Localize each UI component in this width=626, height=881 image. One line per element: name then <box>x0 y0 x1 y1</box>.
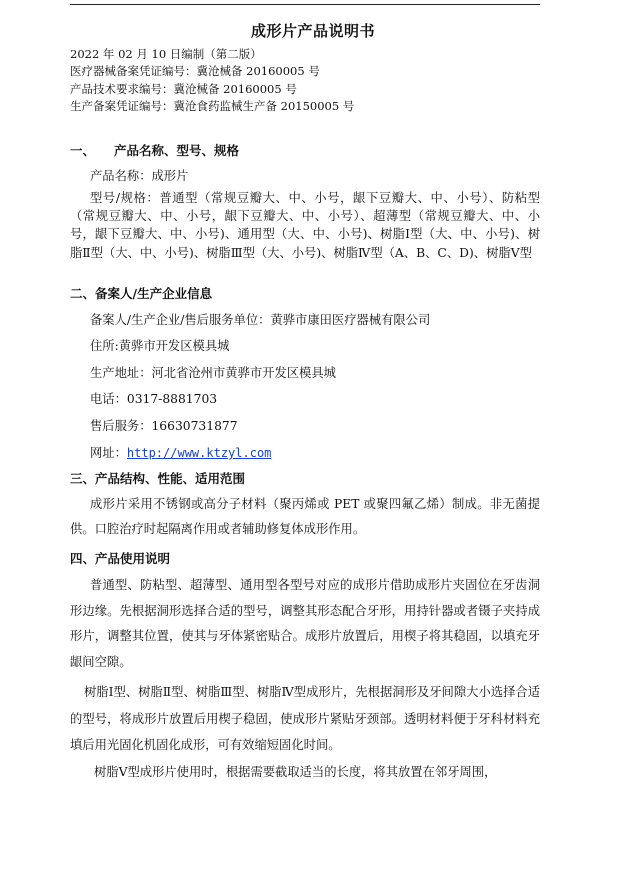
product-name: 产品名称：成形片 <box>90 169 189 183</box>
section-4-heading: 四、产品使用说明 <box>70 551 171 566</box>
usage-paragraph-3: 树脂Ⅴ型成形片使用时，根据需要截取适当的长度，将其放置在邻牙周围， <box>94 765 497 779</box>
usage-paragraph-1: 普通型、防粘型、超薄型、通用型各型号对应的成形片借助成形片夹固位在牙齿洞形边缘。先根据洞形选择合适的型号，调整其形态配合牙形，用持针器或者镊子夹持成形片，调整其位置，使其与牙体紧密贴合。成形片放置后，用楔子将其稳固，以填充牙龈间空隙。 <box>70 578 540 669</box>
models-specs: 型号/规格：普通型（常规豆瓣大、中、小号，龈下豆瓣大、中、小号）、防粘型 （常规豆瓣大、中、小号，龈下豆瓣大、中、小号）、超薄型（常规豆瓣大、中、小号，龈下豆瓣大、中、小号)、通用型（大、中、小号)、树脂Ⅰ型（大、中、小号)、树脂Ⅱ型（大、中、小号)、树脂Ⅲ型（大、小号)、树脂Ⅳ型（A、B、C、D)、树脂Ⅴ型 <box>70 191 540 260</box>
section-1-heading <box>70 141 239 159</box>
document-title: 成形片产品说明书 <box>250 22 375 40</box>
section-3-heading: 三、产品结构、性能、适用范围 <box>70 471 246 486</box>
production-address: 生产地址：河北省沧州市黄骅市开发区模具城 <box>90 366 336 380</box>
domicile-address: 住所:黄骅市开发区模具城 <box>90 339 230 353</box>
edition-date: 2022 年 02 月 10 日编制（第二版） <box>70 47 262 61</box>
usage-paragraph-2: 树脂Ⅰ型、树脂Ⅱ型、树脂Ⅲ型、树脂Ⅳ型成形片，先根据洞形及牙间隙大小选择合适的型号，将成形片放置后用楔子稳固，使成形片紧贴牙颈部。透明材料便于牙科材料充填后用光固化机固化成形，可有效缩短固化时间。 <box>70 685 540 752</box>
production-cert-number: 生产备案凭证编号：冀沧食药监械生产备 20150005 号 <box>70 99 355 113</box>
section-1-title: 产品名称、型号、规格 <box>114 143 240 158</box>
service-number: 售后服务：16630731877 <box>90 419 238 433</box>
top-rule <box>70 4 540 5</box>
tech-requirement-number: 产品技术要求编号：冀沧械备 20160005 号 <box>70 82 297 96</box>
website-link[interactable]: http://www.ktzyl.com <box>126 446 272 460</box>
website-row <box>90 443 271 461</box>
company-name: 备案人/生产企业/售后服务单位：黄骅市康田医疗器械有限公司 <box>90 313 431 327</box>
section-2-heading: 二、备案人/生产企业信息 <box>70 286 213 301</box>
phone-number: 电话：0317-8881703 <box>90 392 218 406</box>
registration-cert-number: 医疗器械备案凭证编号：冀沧械备 20160005 号 <box>70 64 320 78</box>
website-label: 网址： <box>90 446 127 460</box>
structure-performance-text: 成形片采用不锈钢或高分子材料（聚丙烯或 PET 或聚四氟乙烯）制成。非无菌提供。口腔治疗时起隔离作用或者辅助修复体成形作用。 <box>70 497 540 536</box>
section-1-number: 一、 <box>70 143 96 158</box>
